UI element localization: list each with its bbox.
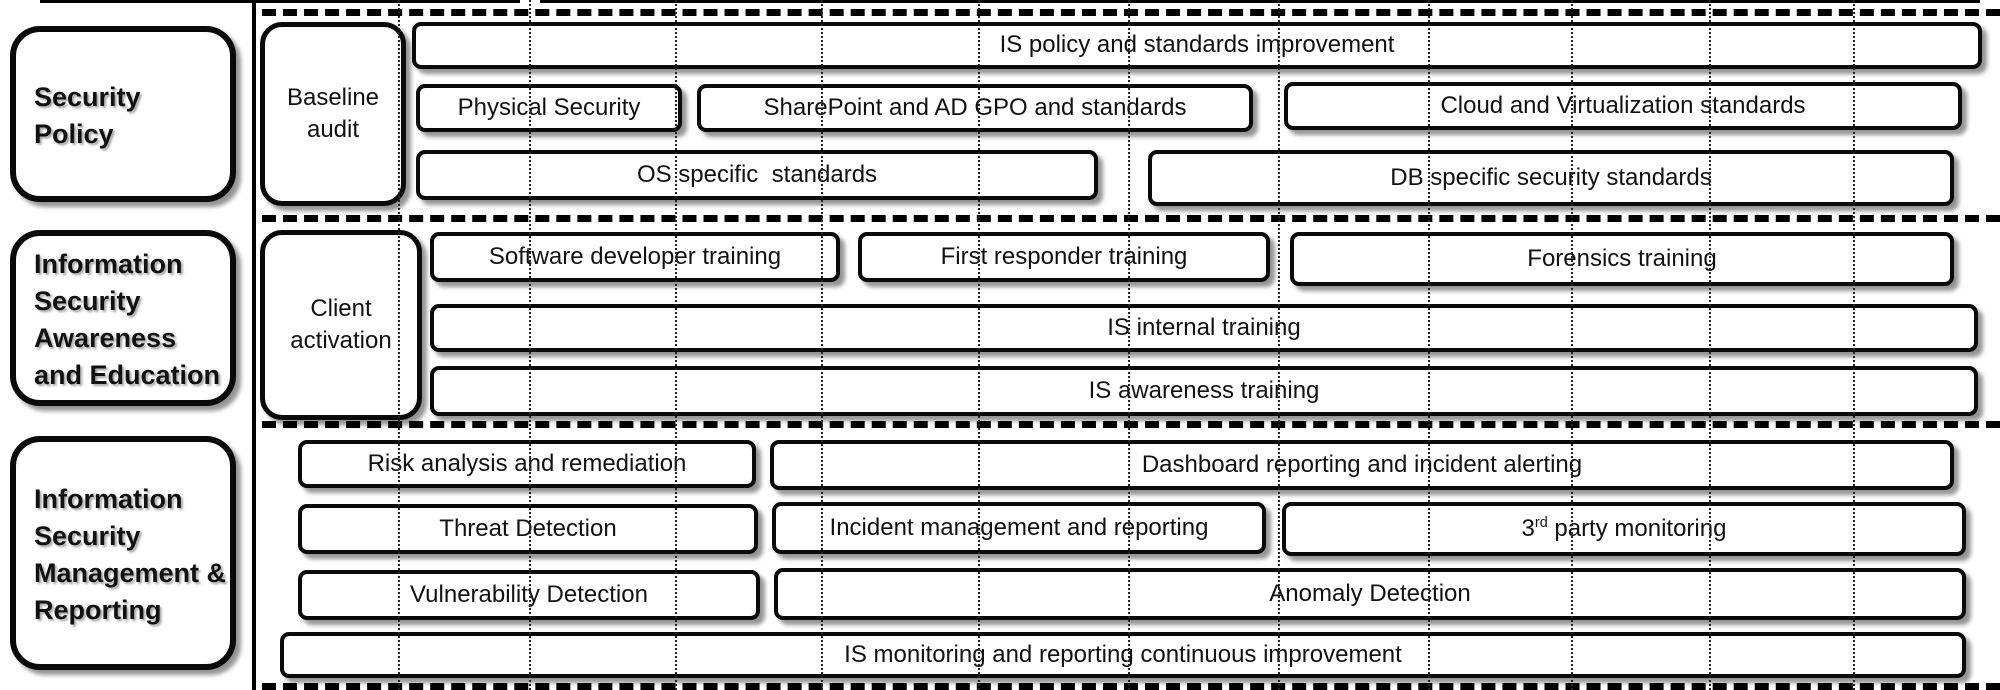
category-management-reporting — [10, 436, 236, 670]
task-label: IS awareness training — [1088, 376, 1320, 404]
task-label: Dashboard reporting and incident alerting — [1141, 450, 1583, 478]
task-dashboard-reporting — [770, 440, 1954, 490]
task-first-responder-training — [858, 232, 1270, 282]
task-db-standards — [1148, 150, 1954, 206]
task-os-standards — [416, 150, 1098, 200]
task-third-party-monitoring — [1282, 502, 1966, 556]
task-label: Physical Security — [457, 93, 641, 121]
row-separator — [262, 215, 2000, 222]
task-incident-management — [772, 502, 1266, 554]
task-label: OS specific standards — [636, 160, 878, 188]
category-security-policy — [10, 26, 236, 202]
task-threat-detection — [298, 504, 758, 554]
task-label — [1522, 516, 1727, 542]
task-label: SharePoint and AD GPO and standards — [763, 93, 1187, 121]
category-label: Information Security Awareness and Education — [34, 248, 221, 391]
task-is-monitoring-improvement — [280, 632, 1966, 678]
task-anomaly-detection — [774, 568, 1966, 620]
task-label-number: 3 — [1521, 514, 1535, 542]
swimlane-boundary — [252, 0, 256, 690]
category-label: Information Security Management & Reporting — [34, 483, 227, 626]
top-edge-line — [40, 0, 520, 3]
task-label: First responder training — [940, 242, 1188, 270]
phase-label: Client activation — [290, 294, 392, 354]
top-edge-line — [540, 0, 1980, 3]
row-separator — [262, 9, 2000, 16]
task-label: Incident management and reporting — [829, 513, 1209, 541]
task-label: IS internal training — [1107, 313, 1301, 341]
task-is-awareness-training — [430, 366, 1978, 416]
task-label: IS policy and standards improvement — [999, 31, 1395, 59]
task-label-ordinal: rd — [1534, 514, 1548, 531]
task-label: Forensics training — [1527, 244, 1717, 272]
task-sharepoint-ad-gpo — [697, 84, 1253, 132]
task-physical-security — [416, 84, 682, 132]
task-label: Threat Detection — [439, 514, 617, 542]
task-label-rest: party monitoring — [1547, 514, 1727, 542]
task-risk-analysis — [298, 440, 756, 488]
task-label: DB specific security standards — [1390, 163, 1712, 191]
task-cloud-virtualization — [1284, 82, 1962, 130]
task-label: IS monitoring and reporting continuous improvement — [844, 640, 1402, 668]
task-forensics-training — [1290, 232, 1954, 286]
row-separator — [262, 683, 2000, 690]
task-label: Cloud and Virtualization standards — [1440, 91, 1806, 119]
task-is-internal-training — [430, 304, 1978, 352]
task-vulnerability-detection — [298, 570, 760, 620]
category-label: Security Policy — [34, 81, 141, 149]
task-label: Software developer training — [488, 242, 782, 270]
phase-label: Baseline audit — [286, 83, 380, 143]
task-software-developer-training — [430, 232, 840, 282]
phase-client-activation — [260, 230, 422, 420]
task-label: Risk analysis and remediation — [367, 449, 687, 477]
phase-baseline-audit — [260, 22, 406, 206]
task-is-policy-improvement — [412, 22, 1982, 69]
category-awareness-education — [10, 230, 236, 406]
task-label: Vulnerability Detection — [410, 580, 648, 608]
task-label: Anomaly Detection — [1269, 579, 1471, 607]
row-separator — [262, 421, 2000, 428]
